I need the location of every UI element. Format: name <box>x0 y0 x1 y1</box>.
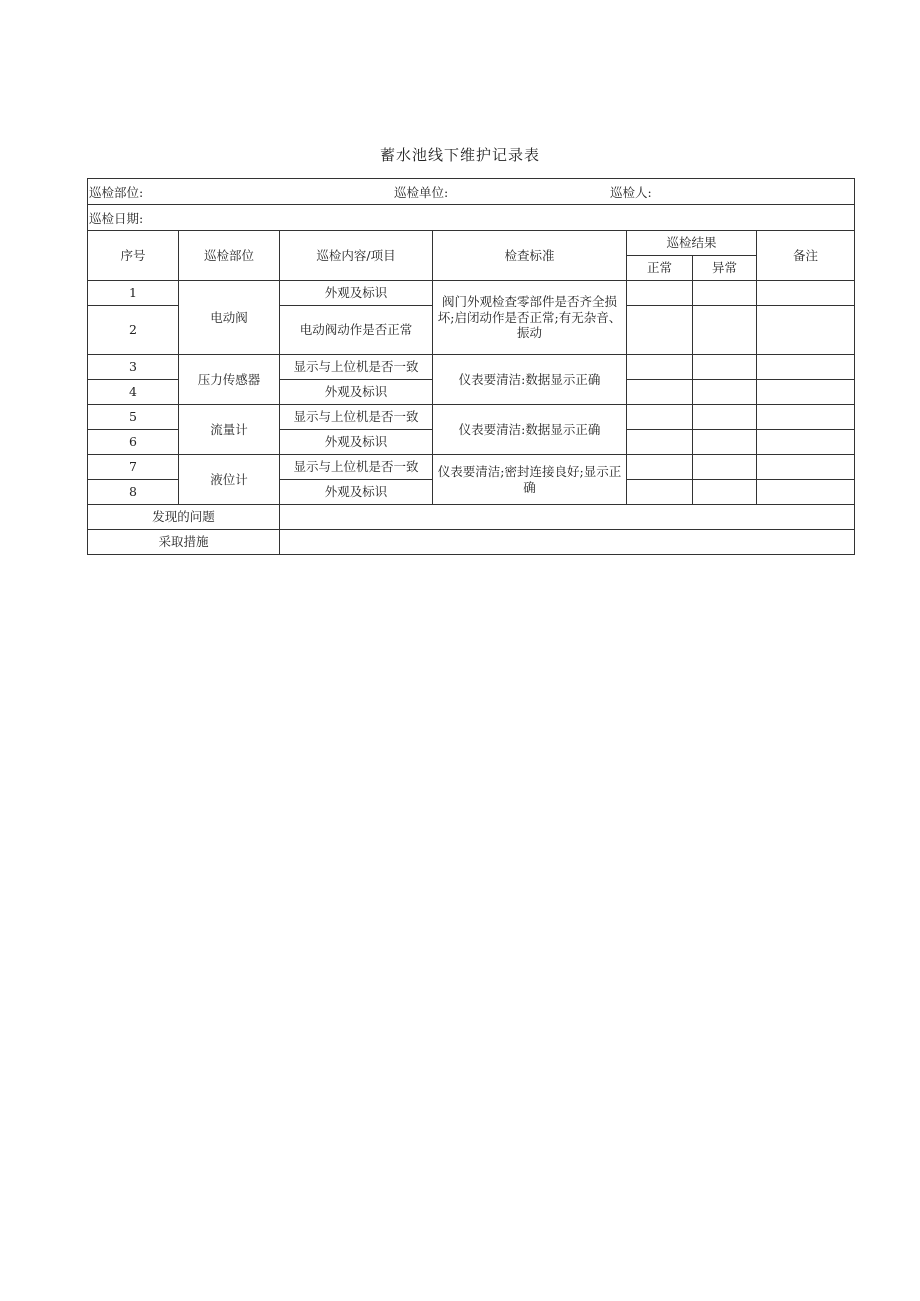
problems-field[interactable] <box>280 505 855 530</box>
problems-label: 发现的问题 <box>88 505 280 530</box>
row-content: 显示与上位机是否一致 <box>280 455 433 480</box>
remark-cell[interactable] <box>757 480 855 505</box>
header-result: 巡检结果 <box>627 231 757 256</box>
meta-row-1 <box>88 179 855 205</box>
row-content: 显示与上位机是否一致 <box>280 355 433 380</box>
abnormal-cell[interactable] <box>693 405 757 430</box>
normal-cell[interactable] <box>627 355 693 380</box>
row-seq: 8 <box>88 480 179 505</box>
table-row <box>88 355 855 380</box>
date-label: 巡检日期: <box>89 211 144 226</box>
measures-label: 采取措施 <box>88 530 280 555</box>
row-seq: 6 <box>88 430 179 455</box>
remark-cell[interactable] <box>757 281 855 306</box>
row-standard: 仪表要清洁:数据显示正确 <box>433 355 627 405</box>
header-abnormal: 异常 <box>693 256 757 281</box>
abnormal-cell[interactable] <box>693 380 757 405</box>
abnormal-cell[interactable] <box>693 480 757 505</box>
form-title: 蓄水池线下维护记录表 <box>379 146 540 164</box>
remark-cell[interactable] <box>757 405 855 430</box>
row-part: 液位计 <box>179 455 280 505</box>
abnormal-cell[interactable] <box>693 455 757 480</box>
row-content: 电动阀动作是否正常 <box>280 306 433 355</box>
table-row <box>88 405 855 430</box>
normal-cell[interactable] <box>627 281 693 306</box>
meta-row-2 <box>88 205 855 231</box>
row-standard: 仪表要清洁:数据显示正确 <box>433 405 627 455</box>
header-standard: 检查标准 <box>433 231 627 281</box>
normal-cell[interactable] <box>627 306 693 355</box>
row-content: 显示与上位机是否一致 <box>280 405 433 430</box>
remark-cell[interactable] <box>757 455 855 480</box>
normal-cell[interactable] <box>627 430 693 455</box>
row-standard: 仪表要清洁;密封连接良好;显示正确 <box>433 455 627 505</box>
remark-cell[interactable] <box>757 306 855 355</box>
remark-cell[interactable] <box>757 430 855 455</box>
normal-cell[interactable] <box>627 455 693 480</box>
table-row <box>88 281 855 306</box>
row-part: 电动阀 <box>179 281 280 355</box>
row-part: 流量计 <box>179 405 280 455</box>
problems-row <box>88 505 855 530</box>
row-standard: 阀门外观检查零部件是否齐全损坏;启闭动作是否正常;有无杂音、振动 <box>433 281 627 355</box>
header-part: 巡检部位 <box>179 231 280 281</box>
row-seq: 4 <box>88 380 179 405</box>
row-seq: 1 <box>88 281 179 306</box>
row-content: 外观及标识 <box>280 430 433 455</box>
measures-row <box>88 530 855 555</box>
row-seq: 2 <box>88 306 179 355</box>
remark-cell[interactable] <box>757 355 855 380</box>
row-content: 外观及标识 <box>280 480 433 505</box>
row-content: 外观及标识 <box>280 380 433 405</box>
header-remark: 备注 <box>757 231 855 281</box>
row-seq: 5 <box>88 405 179 430</box>
abnormal-cell[interactable] <box>693 430 757 455</box>
row-seq: 3 <box>88 355 179 380</box>
measures-field[interactable] <box>280 530 855 555</box>
header-normal: 正常 <box>627 256 693 281</box>
row-seq: 7 <box>88 455 179 480</box>
inspector-label: 巡检人: <box>610 185 652 200</box>
table-row <box>88 455 855 480</box>
row-part: 压力传感器 <box>179 355 280 405</box>
normal-cell[interactable] <box>627 480 693 505</box>
normal-cell[interactable] <box>627 380 693 405</box>
header-seq: 序号 <box>88 231 179 281</box>
unit-label: 巡检单位: <box>394 185 449 200</box>
abnormal-cell[interactable] <box>693 281 757 306</box>
maintenance-record-table <box>87 178 855 555</box>
normal-cell[interactable] <box>627 405 693 430</box>
header-content: 巡检内容/项目 <box>280 231 433 281</box>
abnormal-cell[interactable] <box>693 306 757 355</box>
row-content: 外观及标识 <box>280 281 433 306</box>
remark-cell[interactable] <box>757 380 855 405</box>
location-label: 巡检部位: <box>89 185 144 200</box>
header-row <box>88 231 855 256</box>
abnormal-cell[interactable] <box>693 355 757 380</box>
